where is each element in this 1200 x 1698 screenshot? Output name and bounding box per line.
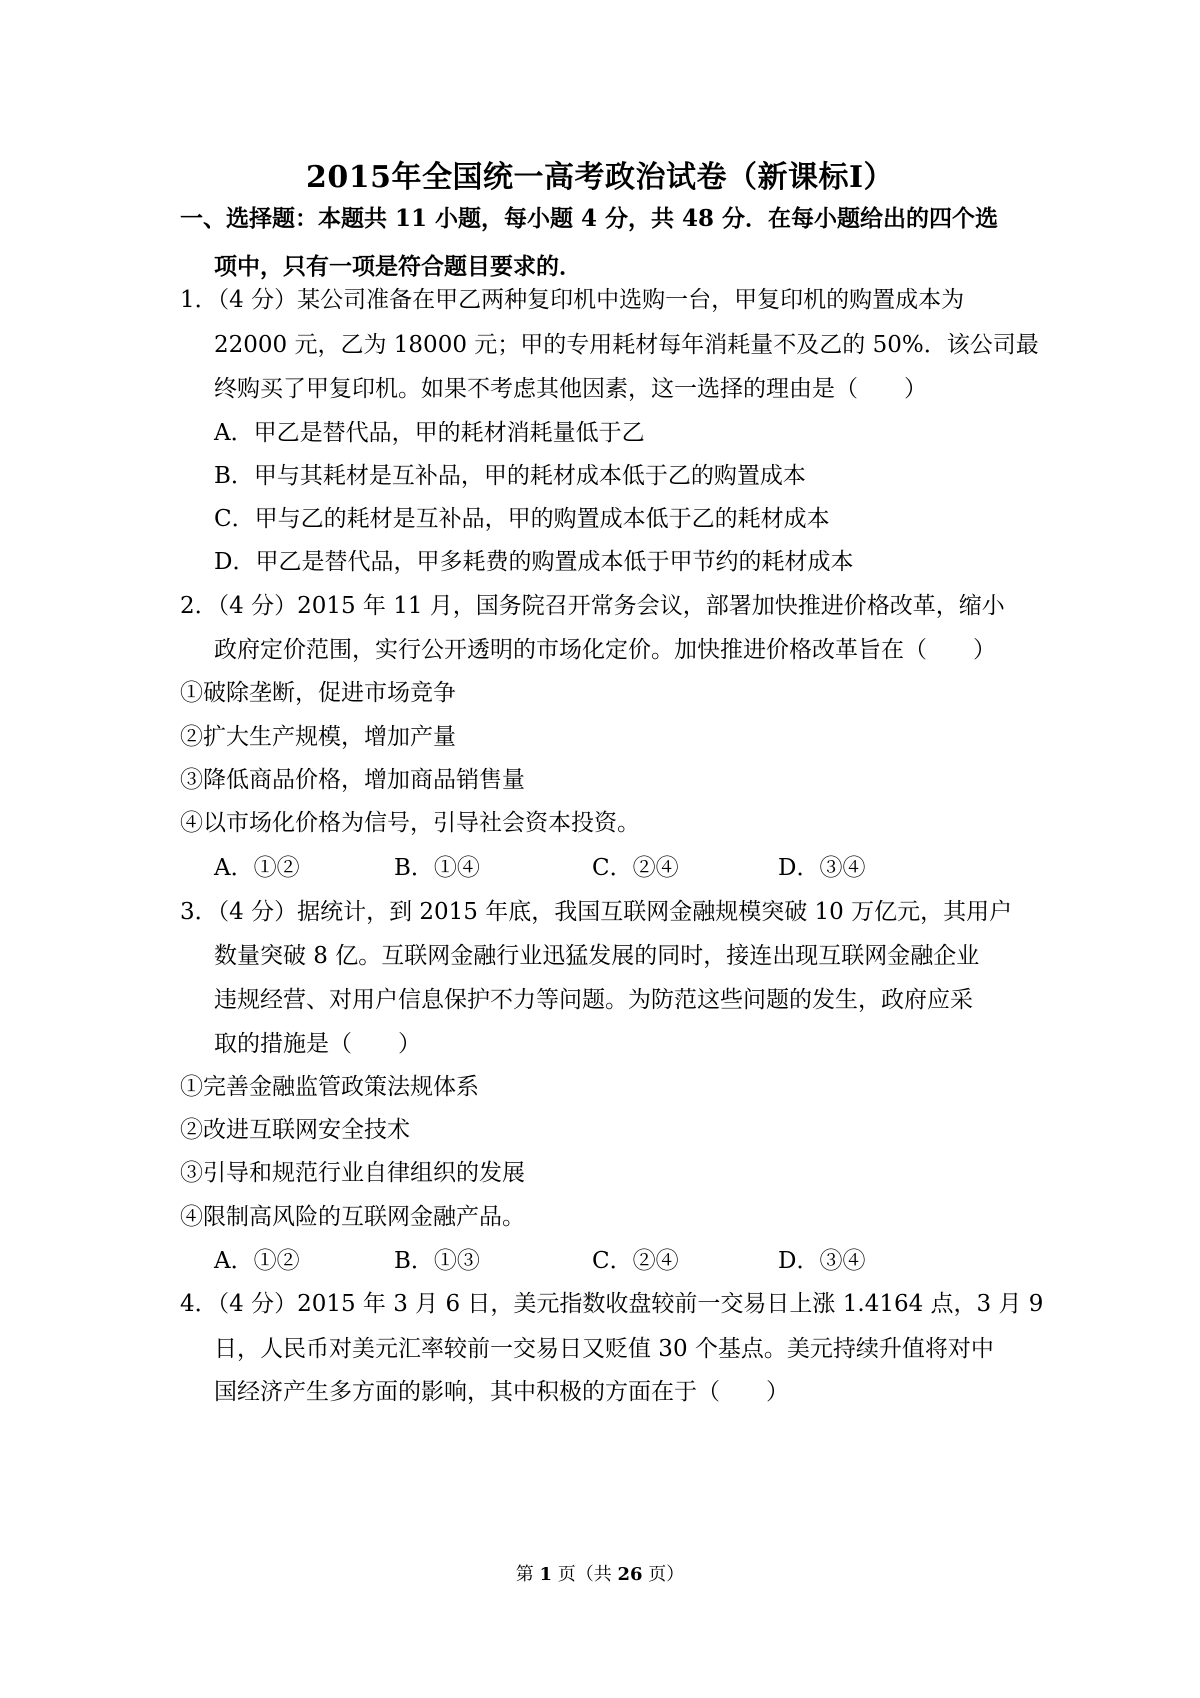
question-2-option-d: D．③④ (778, 855, 866, 881)
question-2-statement-1: ①破除垄断，促进市场竞争 (180, 680, 456, 706)
footer-prefix: 第 (515, 1564, 540, 1585)
question-4-line-2: 日，人民币对美元汇率较前一交易日又贬值 30 个基点。美元持续升值将对中 (214, 1336, 994, 1362)
footer-middle: 页（共 (552, 1564, 618, 1585)
question-2-option-b: B．①④ (394, 855, 480, 881)
question-4-line-3: 国经济产生多方面的影响，其中积极的方面在于（ ） (214, 1379, 789, 1405)
question-2-line-2: 政府定价范围，实行公开透明的市场化定价。加快推进价格改革旨在（ ） (214, 637, 996, 663)
question-2-statement-4: ④以市场化价格为信号，引导社会资本投资。 (180, 810, 640, 836)
section-heading-line-1: 一、选择题：本题共 11 小题，每小题 4 分，共 48 分．在每小题给出的四个选 (180, 205, 999, 232)
question-1-option-b: B．甲与其耗材是互补品，甲的耗材成本低于乙的购置成本 (214, 463, 806, 489)
question-3-line-2: 数量突破 8 亿。互联网金融行业迅猛发展的同时，接连出现互联网金融企业 (214, 943, 980, 969)
question-2-option-c: C．②④ (592, 855, 679, 881)
question-3-line-4: 取的措施是（ ） (214, 1031, 421, 1057)
question-1-line-1: 1．（4 分）某公司准备在甲乙两种复印机中选购一台，甲复印机的购置成本为 (180, 287, 965, 313)
question-2-statement-2: ②扩大生产规模，增加产量 (180, 724, 456, 750)
footer-page-number: 1 (539, 1564, 552, 1585)
question-3-statement-4: ④限制高风险的互联网金融产品。 (180, 1204, 525, 1230)
question-2-statement-3: ③降低商品价格，增加商品销售量 (180, 767, 525, 793)
question-4-line-1: 4．（4 分）2015 年 3 月 6 日，美元指数收盘较前一交易日上涨 1.4164 点，3 月 9 (180, 1291, 1044, 1317)
question-3-statement-2: ②改进互联网安全技术 (180, 1117, 410, 1143)
exam-title: 2015年全国统一高考政治试卷（新课标Ⅰ） (305, 160, 895, 195)
question-1-line-3: 终购买了甲复印机。如果不考虑其他因素，这一选择的理由是（ ） (214, 376, 927, 402)
question-2-option-a: A．①② (214, 855, 300, 881)
footer-total-pages: 26 (617, 1564, 643, 1585)
page-footer (0, 1560, 1200, 1586)
question-1-option-c: C．甲与乙的耗材是互补品，甲的购置成本低于乙的耗材成本 (214, 506, 830, 532)
question-1-option-a: A．甲乙是替代品，甲的耗材消耗量低于乙 (214, 420, 645, 446)
footer-suffix: 页） (642, 1564, 685, 1585)
section-heading-line-2: 项中，只有一项是符合题目要求的． (214, 253, 582, 280)
question-3-statement-1: ①完善金融监管政策法规体系 (180, 1074, 479, 1100)
question-2-line-1: 2．（4 分）2015 年 11 月，国务院召开常务会议，部署加快推进价格改革，缩小 (180, 593, 1005, 619)
section-heading (180, 195, 1020, 291)
question-3-statement-3: ③引导和规范行业自律组织的发展 (180, 1160, 525, 1186)
question-3-line-3: 违规经营、对用户信息保护不力等问题。为防范这些问题的发生，政府应采 (214, 987, 973, 1013)
question-3-option-a: A．①② (214, 1248, 300, 1274)
question-3-option-d: D．③④ (778, 1248, 866, 1274)
question-1-line-2: 22000 元，乙为 18000 元；甲的专用耗材每年消耗量不及乙的 50%．该公司最 (214, 332, 1039, 358)
question-3-option-c: C．②④ (592, 1248, 679, 1274)
question-1-option-d: D．甲乙是替代品，甲多耗费的购置成本低于甲节约的耗材成本 (214, 549, 854, 575)
question-3-option-b: B．①③ (394, 1248, 480, 1274)
question-3-line-1: 3．（4 分）据统计，到 2015 年底，我国互联网金融规模突破 10 万亿元，其用户 (180, 899, 1013, 925)
